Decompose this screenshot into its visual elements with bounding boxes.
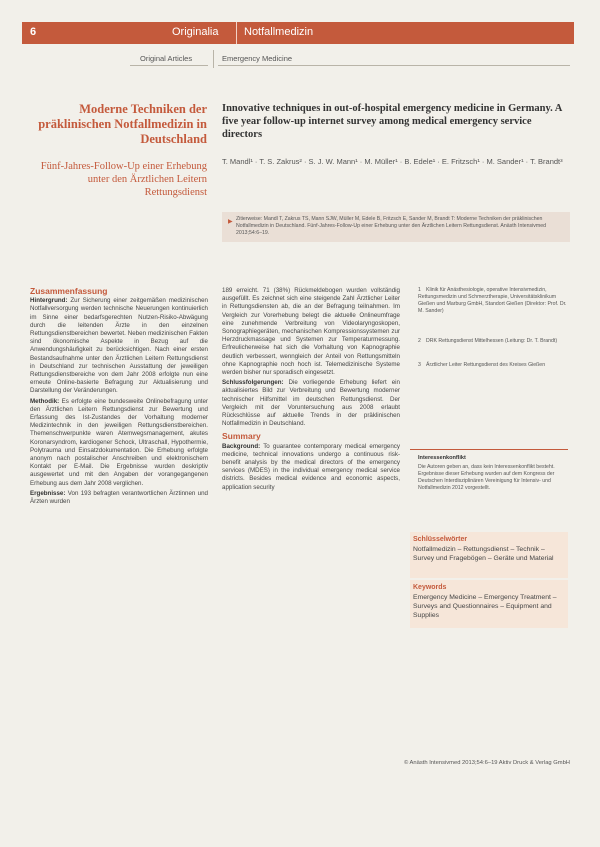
kicker-divider [213, 50, 214, 68]
conflict-text: Die Autoren geben an, dass kein Interessenkonflikt besteht. Ergebnisse dieser Erhebung wurden auf dem Kongress der Deutschen Interdisziplinären Vereinigung für Intensiv- und Notfallmedizin 2012 vorgestellt. [418, 464, 555, 491]
heading-summary: Summary [222, 431, 261, 442]
conflict-of-interest [418, 455, 568, 492]
header-divider [236, 22, 237, 44]
paragraph: 189 erreicht. 71 (38%) Rückmeldebogen wurden vollständig ausgefüllt. Es zeichnet sich eine steigende Zahl Ärztlicher Leiter in Rettungsdiensten ab, die an der Befragung teilnahmen. Im Vergleich zur Vorerhebung belegt die aktuelle Onlineumfrage eine zunehmende Verbreitung von Videolaryngoskopen, Sonographiegeräten, mechanischen Kompressionssystemen zur Herzdruckmassage und Systemen zur Temperaturmessung. Erfreulicherweise hat sich die Vorhaltung von Kapnographie deutlich verbessert, wenngleich der Anteil von Rettungsmitteln ohne Kapnographie noch hoch ist. Telemedizinische Systeme werden bisher nur sporadisch eingesetzt. [222, 287, 400, 377]
kicker-left: Original Articles [140, 54, 193, 63]
header-band [22, 22, 574, 44]
column-1 [30, 287, 208, 508]
title-english: Innovative techniques in out-of-hospital emergency medicine in Germany. A five year follow-up internet survey among medical emergency service directors [222, 103, 562, 140]
keywords-de-text: Notfallmedizin – Rettungsdienst – Technik – Survey und Fragebögen – Geräte und Material [413, 546, 554, 562]
kicker-rule-left [130, 65, 208, 66]
keywords-german [413, 535, 566, 563]
author-list: T. Mandl¹ · T. S. Zakrus² · S. J. W. Mann¹ · M. Müller¹ · B. Edele¹ · E. Fritzsch¹ · M. Sander¹ · T. Brandt³ [222, 157, 563, 166]
triangle-bullet-icon: ▶ [228, 219, 233, 225]
paragraph: Hintergrund: Zur Sicherung einer zeitgemäßen medizinischen Notfallversorgung werden technische Neuerungen kontinuierlich im Sinne einer bedarfsgerechten Nutzen-Risiko-Abwägung durch die leitenden Ärzte in den einzelnen Rettungsdienstbereichen bewertet. Neben medizinischen Fakten sind ökonomische Aspekte in Bezug auf die Anwendungshäufigkeit zu berücksichtigen. Nach einer ersten Bestandsaufnahme unter den Ärztlichen Leitern Rettungsdienst in Deutschland zur technischen Ausstattung der jeweiligen Rettungsdienstbereiche von dem Jahr 2008 erfolgte nun eine erneute Online-basierte Befragung zur Aktualisierung und Darstellung der Veränderungen. [30, 297, 208, 395]
page-number: 6 [30, 26, 37, 38]
affiliation-3: 3 Ärztlicher Leiter Rettungsdienst des Kreises Gießen [418, 362, 546, 368]
keywords-en-text: Emergency Medicine – Emergency Treatment – Surveys and Questionnaires – Equipment and Supplies [413, 594, 557, 619]
affiliation-1: 1 Klinik für Anästhesiologie, operative Intensivmedizin, Rettungsmedizin und Schmerztherapie, Universitätsklinikum Gießen und Marburg GmbH, Standort Gießen (Direktor: Prof. Dr. M. Sander) [418, 287, 567, 314]
paragraph: Schlussfolgerungen: Die vorliegende Erhebung liefert ein aktualisiertes Bild zur Verbreitung und Bewertung moderner technischer Hilfsmittel im deutschen Rettungsdienst. Der Vergleich mit der Voruntersuchung aus 2008 erlaubt Rückschlüsse auf aktuelle Trends in der präklinischen Notfallmedizin in Deutschland. [222, 379, 400, 428]
conflict-heading: Interessenkonflikt [418, 455, 466, 461]
kicker-rule-right [218, 65, 570, 66]
page-footer: © Anästh Intensivmed 2013;54:6–19 Aktiv Druck & Verlag GmbH [403, 760, 570, 766]
paragraph: Ergebnisse: Von 193 befragten verantwortlichen Ärztinnen und Ärzten wurden [30, 489, 208, 506]
citation-text: Zitierweise: Mandl T, Zakrus TS, Mann SJW, Müller M, Edele B, Fritzsch E, Sander M, Brandt T: Moderne Techniken der präklinischen Notfallmedizin in Deutschland. Fünf-Jahres-Follow-Up einer Erhebung unter den Ärztlichen Leitern Rettungsdienst. Anästh Intensivmed 2013;54:6–19. [236, 216, 546, 236]
column-2 [222, 287, 400, 494]
citation-box [222, 212, 570, 242]
section-label: Originalia [172, 26, 219, 38]
title-german: Moderne Techniken der präklinischen Notfallmedizin in Deutschland [38, 102, 207, 146]
affiliation-2: 2 DRK Rettungsdienst Mittelhessen (Leitung: Dr. T. Brandt) [418, 338, 558, 344]
heading-zusammenfassung: Zusammenfassung [30, 286, 108, 296]
paragraph: Methodik: Es erfolgte eine bundesweite Onlinebefragung unter den Ärztlichen Leitern Rettungsdienst zur Bewertung und Erfassung des Ist-Zustandes der Vorhaltung moderner Medizintechnik in den jeweiligen Rettungsdienstbereichen. Themenschwerpunkte waren Atemwegsmanagement, akutes Koronarsyndrom, kardiogener Schock, Ultraschall, Hypothermie, Polytrauma und Einsatzdokumentation. Die Erhebung erfolgte anonym nach postalischer Anschreiben und elektronischem Kontakt per E-Mail. Die Ergebnisse wurden deskriptiv ausgewertet und mit den Angaben der vorangegangenen Erhebung aus dem Jahr 2008 verglichen. [30, 397, 208, 487]
keywords-de-heading: Schlüsselwörter [413, 536, 468, 543]
subtitle-german: Fünf-Jahres-Follow-Up einer Erhebung unter den Ärztlichen Leitern Rettungsdienst [40, 161, 207, 198]
subsection-label: Notfallmedizin [244, 26, 314, 38]
divider-line [410, 449, 568, 450]
kicker-right: Emergency Medicine [222, 54, 293, 63]
keywords-en-heading: Keywords [413, 584, 447, 591]
paragraph: Background: To guarantee contemporary medical emergency medicine, technical innovations undergo a continuous risk-benefit analysis by the medical directors of the emergency services (MDES) in the individual emergency medical service districts. Besides medical evidence and economic aspects, application security [222, 442, 400, 491]
keywords-english [413, 583, 566, 620]
